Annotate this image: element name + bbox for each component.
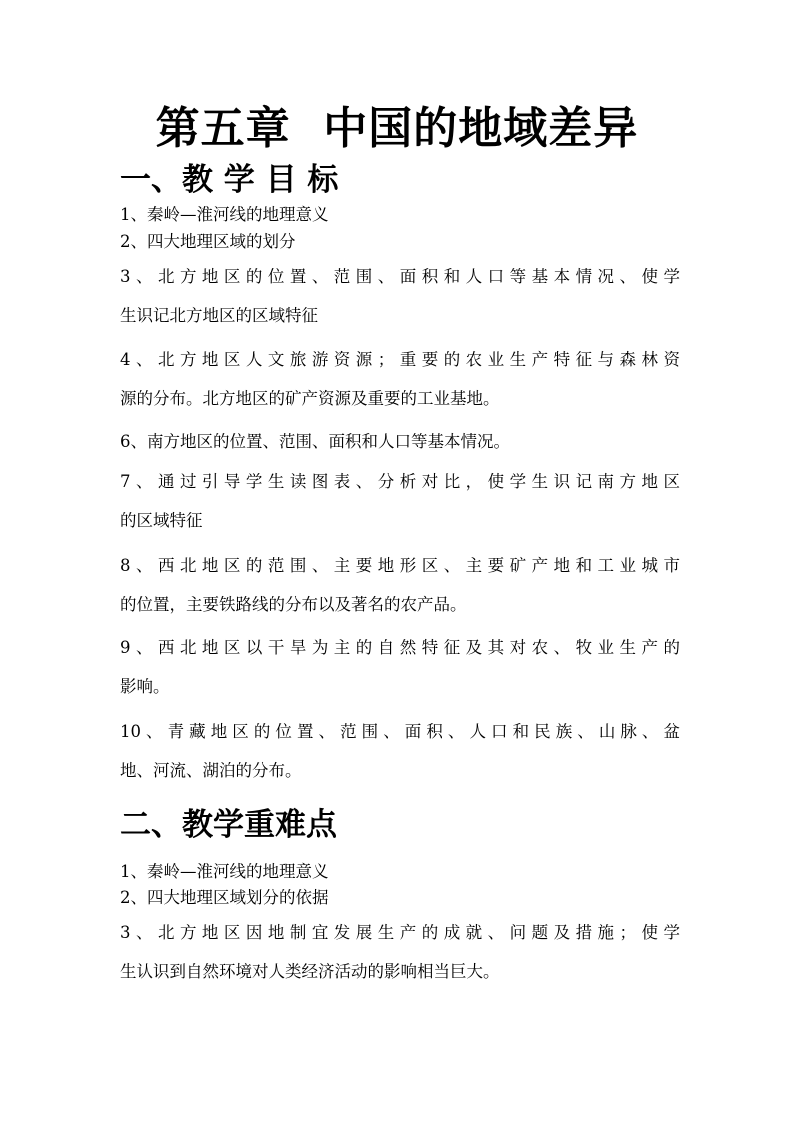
list-item xyxy=(120,628,680,706)
list-item xyxy=(120,858,680,885)
list-item-line: 1、秦岭—淮河线的地理意义 xyxy=(120,862,329,881)
list-item xyxy=(120,884,680,911)
list-item-line: 7、通过引导学生读图表、分析对比，使学生识记南方地区 xyxy=(120,472,680,491)
list-item xyxy=(120,228,680,255)
list-item xyxy=(120,257,680,335)
list-item xyxy=(120,546,680,624)
list-item xyxy=(120,201,680,228)
list-item-line: 3、北方地区的位置、范围、面积和人口等基本情况、使学 xyxy=(120,267,680,286)
list-item-line: 3、北方地区因地制宜发展生产的成就、问题及措施；使学 xyxy=(120,923,680,942)
list-item-line: 的位置，主要铁路线的分布以及著名的农产品。 xyxy=(120,595,467,614)
list-item-line: 4、北方地区人文旅游资源；重要的农业生产特征与森林资 xyxy=(120,350,680,369)
list-item-line: 9、西北地区以干旱为主的自然特征及其对农、牧业生产的 xyxy=(120,638,680,657)
list-item-line: 源的分布。北方地区的矿产资源及重要的工业基地。 xyxy=(120,389,500,408)
chapter-title: 第五章 中国的地域差异 xyxy=(155,103,639,154)
list-item-line: 2、四大地理区域划分的依据 xyxy=(120,888,329,907)
list-item xyxy=(120,913,680,991)
list-item-line: 影响。 xyxy=(120,677,170,696)
list-item-line: 生认识到自然环境对人类经济活动的影响相当巨大。 xyxy=(120,962,500,981)
list-item-line: 6、南方地区的位置、范围、面积和人口等基本情况。 xyxy=(120,432,510,451)
list-item-line: 生识记北方地区的区域特征 xyxy=(120,306,318,325)
list-item xyxy=(120,340,680,418)
list-item xyxy=(120,712,680,790)
list-item-line: 1、秦岭—淮河线的地理意义 xyxy=(120,205,329,224)
list-item xyxy=(120,462,680,540)
list-item-line: 10、青藏地区的位置、范围、面积、人口和民族、山脉、盆 xyxy=(120,722,680,741)
list-item-line: 的区域特征 xyxy=(120,511,203,530)
section-heading-key-difficulties: 二、教学重难点 xyxy=(120,807,337,843)
section-heading-teaching-goals: 一、教 学 目 标 xyxy=(120,162,339,198)
list-item xyxy=(120,422,680,461)
list-item-line: 地、河流、湖泊的分布。 xyxy=(120,761,302,780)
list-item-line: 8、西北地区的范围、主要地形区、主要矿产地和工业城市 xyxy=(120,556,680,575)
list-item-line: 2、四大地理区域的划分 xyxy=(120,232,296,251)
